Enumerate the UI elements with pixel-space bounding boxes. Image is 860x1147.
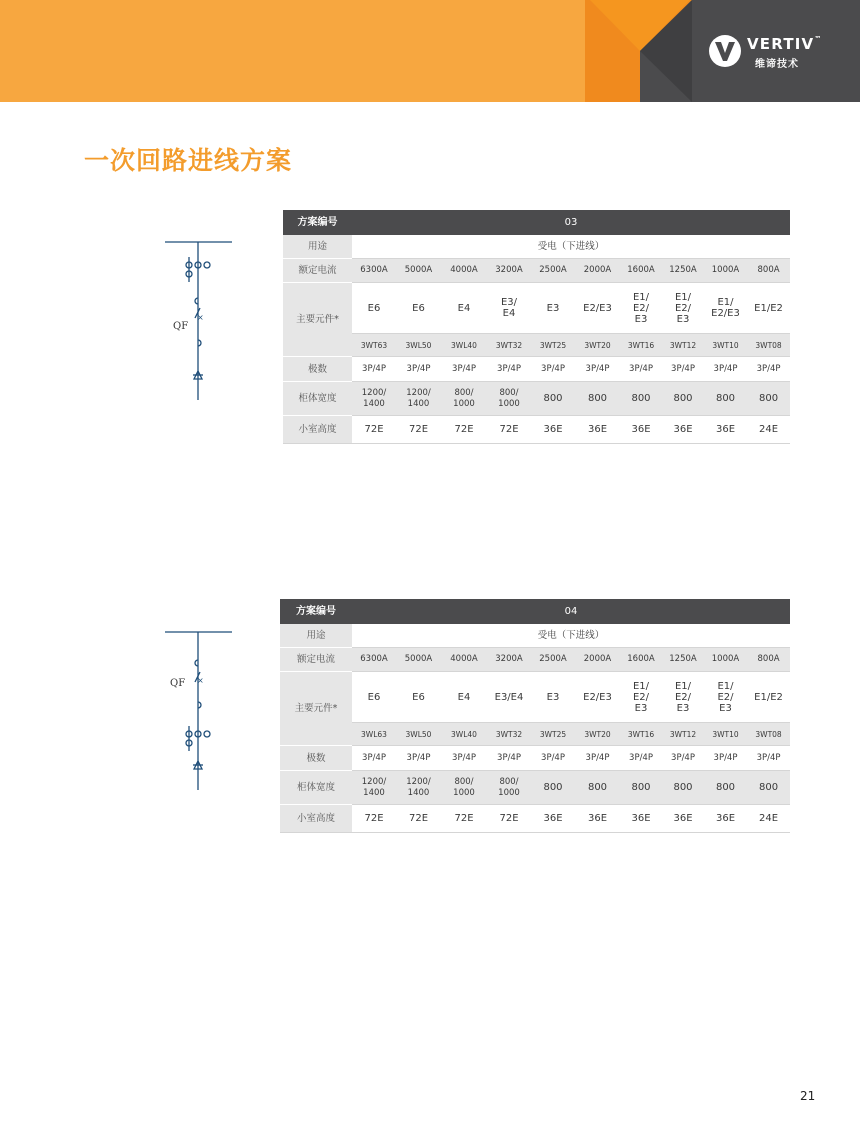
usage-label: 用途 bbox=[280, 624, 352, 648]
rated-current-cell: 800A bbox=[747, 648, 790, 672]
compartment-height-cell: 72E bbox=[352, 416, 396, 444]
cabinet-width-cell: 800 bbox=[531, 382, 575, 416]
compartment-height-row bbox=[280, 805, 790, 833]
cabinet-width-cell: 800 bbox=[704, 771, 747, 805]
poles-cell: 3P/4P bbox=[662, 746, 704, 771]
rated-current-cell: 2500A bbox=[531, 259, 575, 283]
rated-current-cell: 3200A bbox=[487, 648, 531, 672]
model-cell: 3WT25 bbox=[531, 334, 575, 357]
component-cell: E6 bbox=[396, 283, 441, 334]
component-cell: E1/ E2/ E3 bbox=[620, 672, 662, 723]
cabinet-width-cell: 800 bbox=[575, 382, 620, 416]
rated-current-cell: 1000A bbox=[704, 648, 747, 672]
cabinet-width-row bbox=[280, 771, 790, 805]
poles-row bbox=[283, 357, 790, 382]
compartment-height-cell: 72E bbox=[396, 416, 441, 444]
poles-cell: 3P/4P bbox=[487, 357, 531, 382]
model-cell: 3WT08 bbox=[747, 723, 790, 746]
poles-cell: 3P/4P bbox=[747, 357, 790, 382]
component-cell: E3/E4 bbox=[487, 672, 531, 723]
rated-current-cell: 1000A bbox=[704, 259, 747, 283]
cabinet-width-cell: 1200/ 1400 bbox=[352, 382, 396, 416]
compartment-height-cell: 36E bbox=[620, 805, 662, 833]
compartment-height-cell: 36E bbox=[575, 416, 620, 444]
svg-text:×: × bbox=[197, 313, 204, 322]
poles-label: 极数 bbox=[283, 357, 352, 382]
cabinet-width-cell: 800/ 1000 bbox=[441, 771, 487, 805]
component-cell: E1/ E2/E3 bbox=[704, 283, 747, 334]
poles-cell: 3P/4P bbox=[531, 746, 575, 771]
component-cell: E1/ E2/ E3 bbox=[620, 283, 662, 334]
vertiv-logo-icon bbox=[707, 33, 743, 69]
component-cell: E1/E2 bbox=[747, 672, 790, 723]
model-cell: 3WT10 bbox=[704, 334, 747, 357]
cabinet-width-label: 柜体宽度 bbox=[283, 382, 352, 416]
rated-current-cell: 2500A bbox=[531, 648, 575, 672]
model-cell: 3WL40 bbox=[441, 723, 487, 746]
compartment-height-cell: 36E bbox=[704, 416, 747, 444]
rated-current-cell: 1250A bbox=[662, 259, 704, 283]
logo-chinese: 维谛技术 bbox=[755, 59, 799, 70]
model-cell: 3WT16 bbox=[620, 334, 662, 357]
cabinet-width-cell: 800 bbox=[662, 382, 704, 416]
model-cell: 3WT08 bbox=[747, 334, 790, 357]
model-cell: 3WT63 bbox=[352, 334, 396, 357]
poles-cell: 3P/4P bbox=[704, 746, 747, 771]
main-components-label: 主要元件* bbox=[283, 283, 352, 357]
compartment-height-cell: 36E bbox=[704, 805, 747, 833]
component-cell: E3/ E4 bbox=[487, 283, 531, 334]
rated-current-cell: 800A bbox=[747, 259, 790, 283]
qf-label: QF bbox=[173, 321, 189, 332]
rated-current-cell: 1600A bbox=[620, 259, 662, 283]
poles-cell: 3P/4P bbox=[662, 357, 704, 382]
poles-cell: 3P/4P bbox=[441, 357, 487, 382]
component-cell: E6 bbox=[352, 672, 396, 723]
cabinet-width-label: 柜体宽度 bbox=[280, 771, 352, 805]
single-line-diagram-03 bbox=[160, 232, 240, 407]
cabinet-width-cell: 800 bbox=[747, 382, 790, 416]
model-cell: 3WT32 bbox=[487, 334, 531, 357]
cabinet-width-cell: 800 bbox=[620, 382, 662, 416]
rated-current-cell: 3200A bbox=[487, 259, 531, 283]
compartment-height-cell: 36E bbox=[662, 805, 704, 833]
rated-current-cell: 4000A bbox=[441, 259, 487, 283]
cabinet-width-cell: 800/ 1000 bbox=[487, 382, 531, 416]
compartment-height-label: 小室高度 bbox=[280, 805, 352, 833]
poles-cell: 3P/4P bbox=[531, 357, 575, 382]
poles-cell: 3P/4P bbox=[352, 746, 396, 771]
compartment-height-cell: 72E bbox=[352, 805, 396, 833]
model-cell: 3WL50 bbox=[396, 723, 441, 746]
poles-label: 极数 bbox=[280, 746, 352, 771]
component-cell: E2/E3 bbox=[575, 672, 620, 723]
model-cell: 3WT25 bbox=[531, 723, 575, 746]
poles-cell: 3P/4P bbox=[747, 746, 790, 771]
model-cell: 3WT12 bbox=[662, 723, 704, 746]
compartment-height-cell: 36E bbox=[575, 805, 620, 833]
cabinet-width-row bbox=[283, 382, 790, 416]
rated-current-cell: 6300A bbox=[352, 648, 396, 672]
page-number: 21 bbox=[800, 1089, 816, 1103]
compartment-height-cell: 36E bbox=[531, 805, 575, 833]
poles-cell: 3P/4P bbox=[352, 357, 396, 382]
cabinet-width-cell: 800 bbox=[662, 771, 704, 805]
rated-current-cell: 6300A bbox=[352, 259, 396, 283]
component-cell: E4 bbox=[441, 283, 487, 334]
cabinet-width-cell: 800 bbox=[747, 771, 790, 805]
cabinet-width-cell: 800/ 1000 bbox=[487, 771, 531, 805]
compartment-height-cell: 36E bbox=[662, 416, 704, 444]
model-cell: 3WT12 bbox=[662, 334, 704, 357]
scheme-number: 04 bbox=[352, 599, 790, 624]
scheme-no-label: 方案编号 bbox=[280, 599, 352, 624]
compartment-height-cell: 72E bbox=[487, 805, 531, 833]
component-cell: E1/ E2/ E3 bbox=[662, 283, 704, 334]
single-line-diagram-04 bbox=[160, 622, 240, 797]
components-row bbox=[283, 283, 790, 334]
usage-value: 受电（下进线） bbox=[352, 235, 790, 259]
model-cell: 3WT10 bbox=[704, 723, 747, 746]
cabinet-width-cell: 1200/ 1400 bbox=[396, 771, 441, 805]
model-cell: 3WL50 bbox=[396, 334, 441, 357]
components-row bbox=[280, 672, 790, 723]
component-cell: E1/ E2/ E3 bbox=[704, 672, 747, 723]
scheme-no-label: 方案编号 bbox=[283, 210, 352, 235]
cabinet-width-cell: 800 bbox=[704, 382, 747, 416]
scheme-number: 03 bbox=[352, 210, 790, 235]
cabinet-width-cell: 800/ 1000 bbox=[441, 382, 487, 416]
model-cell: 3WT20 bbox=[575, 723, 620, 746]
poles-cell: 3P/4P bbox=[620, 746, 662, 771]
usage-label: 用途 bbox=[283, 235, 352, 259]
poles-cell: 3P/4P bbox=[396, 746, 441, 771]
component-cell: E6 bbox=[352, 283, 396, 334]
compartment-height-cell: 24E bbox=[747, 805, 790, 833]
header-banner bbox=[0, 0, 860, 102]
compartment-height-cell: 72E bbox=[487, 416, 531, 444]
compartment-height-cell: 24E bbox=[747, 416, 790, 444]
rated-current-cell: 5000A bbox=[396, 648, 441, 672]
component-cell: E1/ E2/ E3 bbox=[662, 672, 704, 723]
model-cell: 3WT32 bbox=[487, 723, 531, 746]
poles-cell: 3P/4P bbox=[620, 357, 662, 382]
scheme-table-04 bbox=[280, 599, 790, 833]
compartment-height-cell: 72E bbox=[441, 805, 487, 833]
model-cell: 3WL63 bbox=[352, 723, 396, 746]
component-cell: E3 bbox=[531, 672, 575, 723]
vertiv-logo bbox=[707, 33, 832, 73]
compartment-height-cell: 72E bbox=[441, 416, 487, 444]
model-cell: 3WT20 bbox=[575, 334, 620, 357]
cabinet-width-cell: 1200/ 1400 bbox=[352, 771, 396, 805]
rated-current-cell: 5000A bbox=[396, 259, 441, 283]
poles-row bbox=[280, 746, 790, 771]
compartment-height-cell: 36E bbox=[531, 416, 575, 444]
models-row bbox=[280, 723, 790, 746]
model-cell: 3WT16 bbox=[620, 723, 662, 746]
compartment-height-cell: 36E bbox=[620, 416, 662, 444]
poles-cell: 3P/4P bbox=[396, 357, 441, 382]
rated-current-cell: 4000A bbox=[441, 648, 487, 672]
compartment-height-cell: 72E bbox=[396, 805, 441, 833]
scheme-table-03 bbox=[283, 210, 790, 444]
component-cell: E3 bbox=[531, 283, 575, 334]
model-cell: 3WL40 bbox=[441, 334, 487, 357]
poles-cell: 3P/4P bbox=[575, 357, 620, 382]
component-cell: E4 bbox=[441, 672, 487, 723]
svg-text:×: × bbox=[197, 676, 204, 685]
poles-cell: 3P/4P bbox=[487, 746, 531, 771]
component-cell: E1/E2 bbox=[747, 283, 790, 334]
cabinet-width-cell: 800 bbox=[620, 771, 662, 805]
component-cell: E2/E3 bbox=[575, 283, 620, 334]
compartment-height-row bbox=[283, 416, 790, 444]
rated-current-label: 额定电流 bbox=[283, 259, 352, 283]
rated-current-label: 额定电流 bbox=[280, 648, 352, 672]
rated-current-cell: 2000A bbox=[575, 648, 620, 672]
poles-cell: 3P/4P bbox=[704, 357, 747, 382]
rated-current-cell: 1250A bbox=[662, 648, 704, 672]
models-row bbox=[283, 334, 790, 357]
cabinet-width-cell: 800 bbox=[531, 771, 575, 805]
qf-label: QF bbox=[170, 678, 186, 689]
cabinet-width-cell: 1200/ 1400 bbox=[396, 382, 441, 416]
component-cell: E6 bbox=[396, 672, 441, 723]
poles-cell: 3P/4P bbox=[441, 746, 487, 771]
usage-value: 受电（下进线） bbox=[352, 624, 790, 648]
page-title: 一次回路进线方案 bbox=[84, 146, 293, 175]
compartment-height-label: 小室高度 bbox=[283, 416, 352, 444]
rated-current-row bbox=[283, 259, 790, 283]
logo-wordmark: VERTIV™ bbox=[747, 35, 823, 53]
rated-current-cell: 1600A bbox=[620, 648, 662, 672]
main-components-label: 主要元件* bbox=[280, 672, 352, 746]
rated-current-row bbox=[280, 648, 790, 672]
poles-cell: 3P/4P bbox=[575, 746, 620, 771]
cabinet-width-cell: 800 bbox=[575, 771, 620, 805]
rated-current-cell: 2000A bbox=[575, 259, 620, 283]
